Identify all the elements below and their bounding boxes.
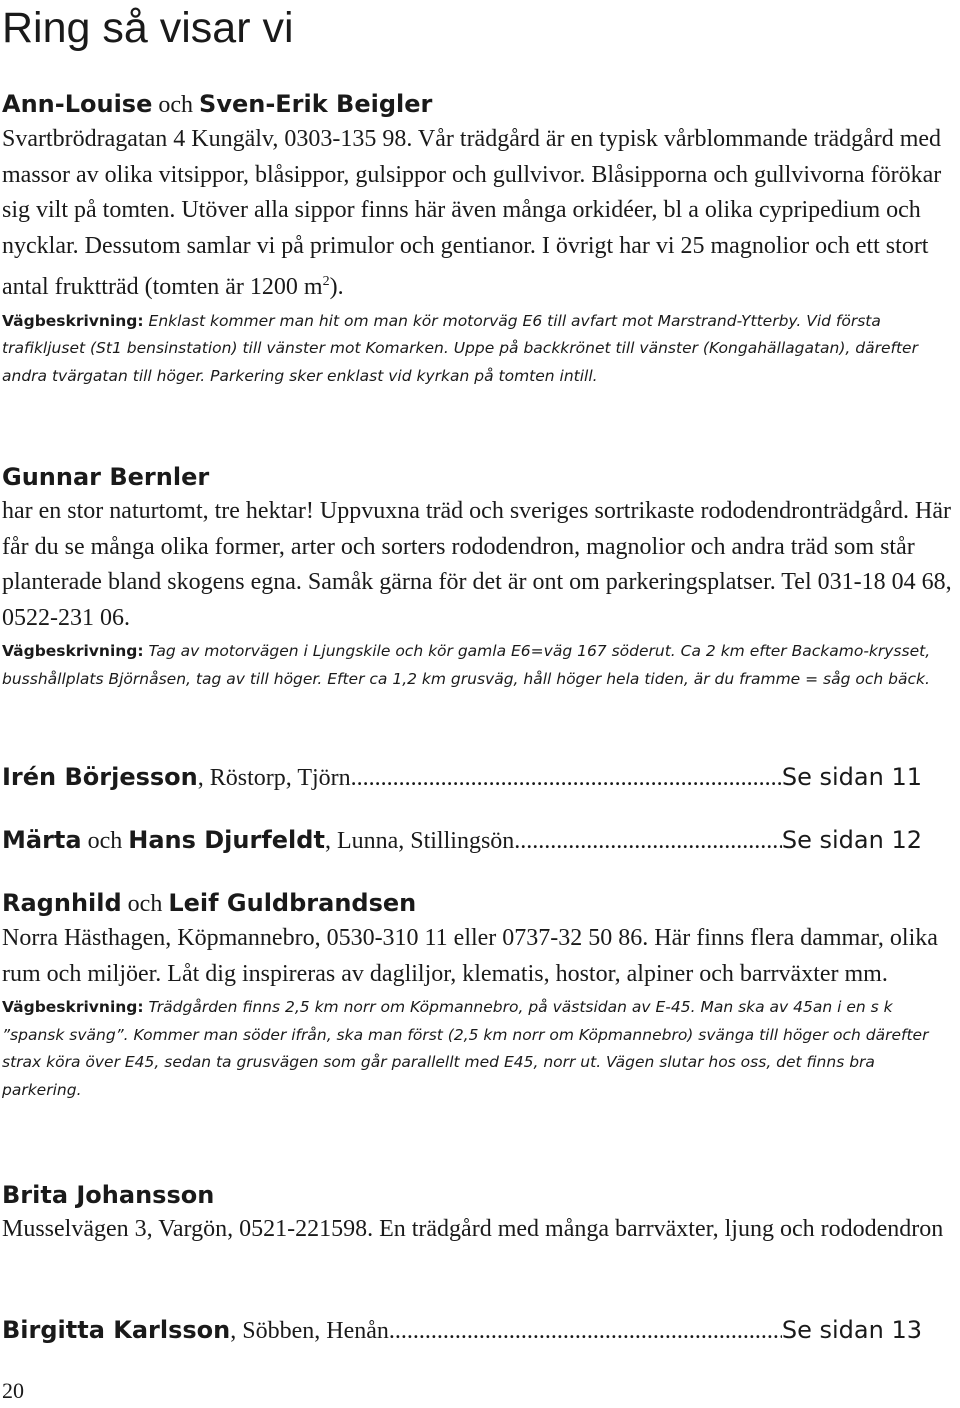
entry-bernler [2, 460, 954, 693]
entry-description: Musselvägen 3, Vargön, 0521-221598. En trädgård med många barrväxter, ljung och rododendron [2, 1216, 944, 1242]
entry-beigler [2, 87, 954, 390]
page-reference: Se sidan 12 [781, 826, 922, 854]
person-name: Ann-Louise [2, 90, 153, 118]
place: , Lunna, Stillingsön [324, 828, 515, 854]
page-title: Ring så visar vi [2, 4, 294, 52]
directions-text: Enklast kommer man hit om man kör motorväg E6 till avfart mot Marstrand-Ytterby. Vid första trafikljuset (St1 bensinstation) till vänster mot Komarken. Uppe på backkrönet till vänster (Kongahällagatan), därefter andra tvärgatan till höger. Parkering sker enklast vid kyrkan på tomten intill. [2, 311, 918, 385]
entry-guldbrandsen [2, 886, 954, 1104]
leader-dots [351, 761, 782, 795]
person-name: Gunnar Bernler [2, 463, 210, 491]
name-conjunction: och [81, 828, 129, 854]
entry-johansson [2, 1178, 954, 1248]
entry-description: har en stor naturtomt, tre hektar! Uppvuxna träd och sveriges sortrikaste rododendronträdgård. Här får du se många olika former, arter och sorters rododendron, magnolior och andra träd som står planterade bland skogens egna. Samåk gärna för det är ont om parkeringsplatser. Tel 031-18 04 68, 0522-231 06. [2, 498, 952, 631]
person-name: Leif Guldbrandsen [168, 889, 417, 917]
page-number: 20 [2, 1378, 24, 1403]
cross-reference-line [2, 760, 922, 795]
person-name: Irén Börjesson [2, 763, 198, 791]
page-reference: Se sidan 11 [781, 763, 922, 791]
name-conjunction: och [121, 891, 169, 917]
entry-description: Svartbrödragatan 4 Kungälv, 0303-135 98. Vår trädgård är en typisk vårblommande trädgård med massor av olika vitsippor, blåsippor, gulsippor och gullvivor. Blåsipporna och gullvivorna förökar sig vilt på tomten. Utöver alla sippor finns här även många orkidéer, bl a olika cypripedium och nycklar. Dessutom samlar vi på primulor och gentianor. I övrigt har vi 25 magnolior och ett stort antal fruktträd (tomten är 1200 $m^2$). [2, 126, 942, 300]
directions [2, 994, 954, 1104]
cross-reference-line [2, 1313, 922, 1348]
directions-label: Vägbeskrivning: [2, 642, 144, 660]
person-name: Ragnhild [2, 889, 122, 917]
directions-label: Vägbeskrivning: [2, 311, 144, 330]
place: , Söbben, Henån [230, 1318, 389, 1344]
superscript: 2 [322, 274, 330, 289]
directions-label: Vägbeskrivning: [2, 998, 144, 1016]
entry-name [2, 460, 954, 494]
entry-name [2, 87, 954, 122]
place: , Röstorp, Tjörn [197, 765, 351, 791]
directions-text: Tag av motorvägen i Ljungskile och kör gamla E6=väg 167 söderut. Ca 2 km efter Backamo-krysset, busshållplats Björnåsen, tag av till höger. Efter ca 1,2 km grusväg, håll höger hela tiden, är du framme = såg och bäck. [2, 642, 931, 688]
entry-borjesson [2, 760, 954, 795]
leader-dots [389, 1314, 782, 1348]
leader-dots [514, 824, 782, 858]
page-reference: Se sidan 13 [781, 1316, 922, 1344]
entry-djurfeldt [2, 823, 954, 858]
directions-text: Trädgården finns 2,5 km norr om Köpmannebro, på västsidan av E-45. Man ska av 45an i en s k ”spansk sväng”. Kommer man söder ifrån, ska man först (2,5 km norr om Köpmannebro) svänga till höger och därefter strax köra över E45, sedan ta grusvägen som går parallellt med E45, norr ut. Vägen slutar hos oss, det finns bra parkering. [2, 998, 929, 1099]
directions [2, 308, 954, 391]
person-name: Brita Johansson [2, 1181, 215, 1209]
person-name: Birgitta Karlsson [2, 1316, 231, 1344]
entry-description: Norra Hästhagen, Köpmannebro, 0530-310 11 eller 0737-32 50 86. Här finns flera dammar, olika rum och miljöer. Låt dig inspireras av dagliljor, klematis, hostor, alpiner och barrväxter mm. [2, 925, 938, 987]
entry-name [2, 1178, 954, 1212]
name-conjunction: och [152, 92, 200, 118]
directions [2, 638, 954, 693]
entry-karlsson [2, 1313, 954, 1348]
person-name: Sven-Erik Beigler [199, 90, 433, 118]
entry-name [2, 886, 954, 921]
person-name: Hans Djurfeldt [128, 826, 325, 854]
cross-reference-line [2, 823, 922, 858]
person-name: Märta [2, 826, 82, 854]
